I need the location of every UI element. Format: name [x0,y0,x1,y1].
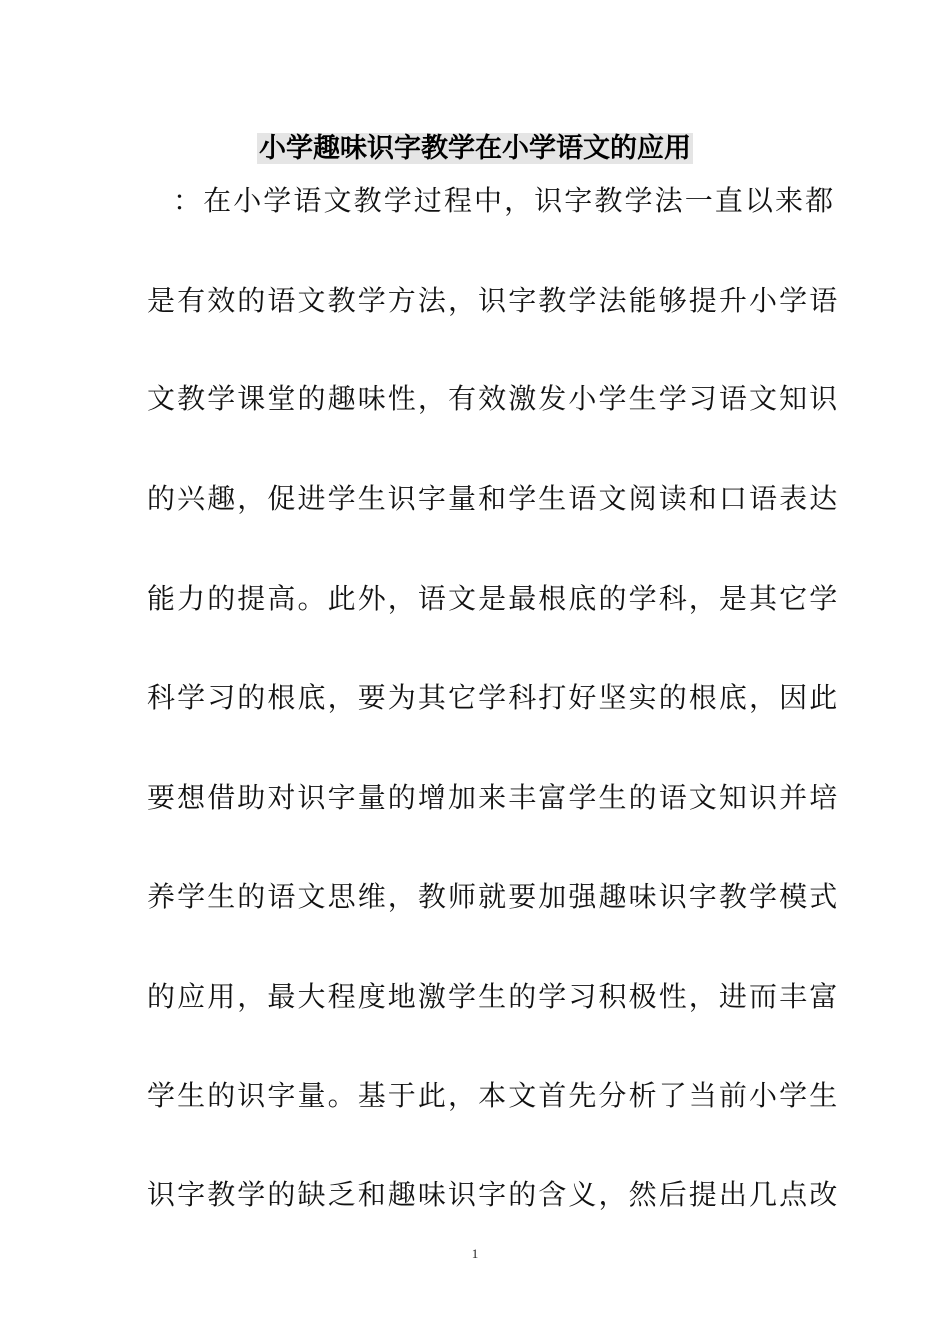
body-line-11: 识字教学的缺乏和趣味识字的含义，然后提出几点改 [147,1178,840,1211]
body-line-7: 要想借助对识字量的增加来丰富学生的语文知识并培 [147,781,840,814]
body-line-1: ：在小学语文教学过程中，识字教学法一直以来都 [173,184,836,217]
body-line-8: 养学生的语文思维，教师就要加强趣味识字教学模式 [147,880,840,913]
document-title-text: 小学趣味识字教学在小学语文的应用 [259,133,691,164]
body-line-6: 科学习的根底，要为其它学科打好坚实的根底，因此 [147,681,840,714]
body-line-3: 文教学课堂的趣味性，有效激发小学生学习语文知识 [147,382,840,415]
body-line-5: 能力的提高。此外，语文是最根底的学科，是其它学 [147,582,840,615]
document-title [0,131,950,167]
body-line-2: 是有效的语文教学方法，识字教学法能够提升小学语 [147,284,840,317]
body-line-9: 的应用，最大程度地激学生的学习积极性，进而丰富 [147,980,840,1013]
page-number: 1 [471,1246,479,1261]
body-line-4: 的兴趣，促进学生识字量和学生语文阅读和口语表达 [147,482,840,515]
body-line-10: 学生的识字量。基于此，本文首先分析了当前小学生 [147,1079,840,1112]
